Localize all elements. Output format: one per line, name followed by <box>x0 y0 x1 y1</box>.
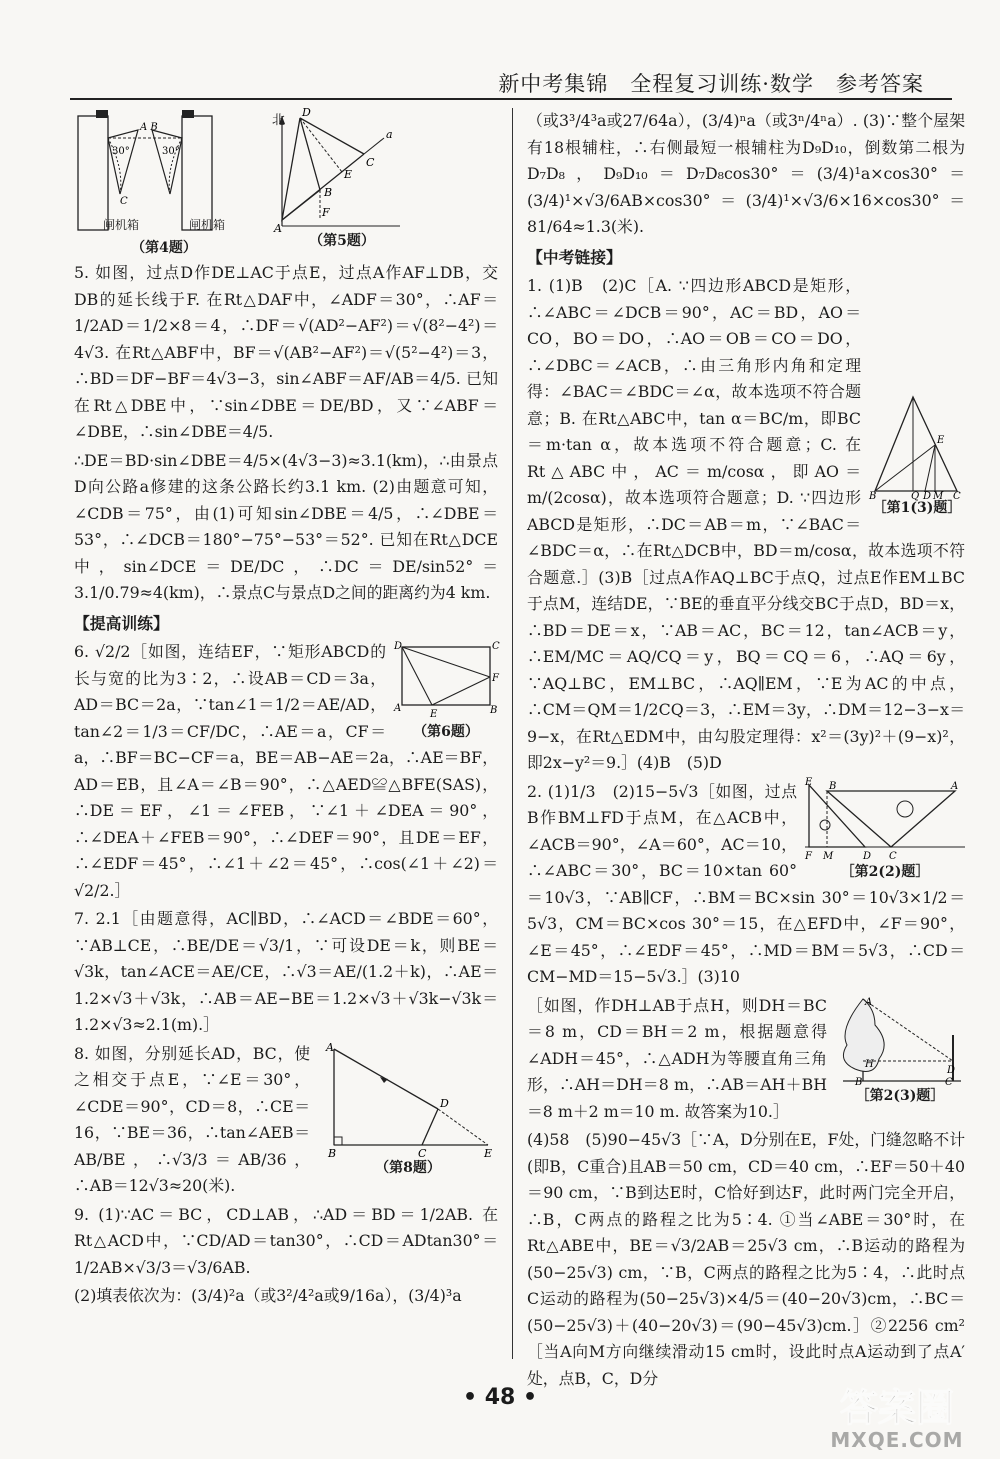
figure-4-caption: （第4题） <box>131 239 197 256</box>
svg-text:B: B <box>869 491 877 502</box>
svg-text:A: A <box>865 996 873 1008</box>
svg-text:C: C <box>366 156 375 169</box>
gate-box-label-right: 闸机箱 <box>189 218 226 232</box>
svg-text:A: A <box>326 1040 334 1054</box>
svg-text:B: B <box>829 780 837 792</box>
figure-2-3 <box>835 995 965 1105</box>
answer-link-2-part3: (4)58 (5)90−45√3［∵A，D分别在E，F处，门缝忽略不计(即B，C重合)且AB＝50 cm，CD＝40 cm，∴EF＝50＋40＝90 cm，∵B到达E时，C恰好到达F，此时两门完全开启，∴B，C两点的路程之比为5∶4. ①当∠ABE＝30°时，在Rt△ABE中，BE＝√3/2AB＝25√3 cm，∴B运动的路程为(50−25√3) cm，∵B，C两点的路程之比为5∶4，∴此时点C运动的路程为(50−25√3)×4/5＝(40−20√3)cm，∴BC＝(50−25√3)＋(40−20√3)＝(90−45√3)cm.］②2256 cm²［当A向M方向继续滑动15 cm时，设此时点A运动到了点A′处，点B，C，D分 <box>527 1130 965 1388</box>
svg-text:F: F <box>492 673 499 684</box>
watermark-url: MXQE.COM <box>830 1428 964 1452</box>
figure-5-route-diagram <box>272 106 412 235</box>
svg-text:C: C <box>120 196 128 207</box>
header-title: 新中考集锦 全程复习训练·数学 参考答案 <box>498 72 924 96</box>
section-heading-exam-link: 【中考链接】 <box>527 247 622 267</box>
gate-box-label-left: 闸机箱 <box>102 218 139 232</box>
right-column <box>527 108 965 1387</box>
answer-5-part1: 5. 如图，过点D作DE⊥AC于点E，过点A作AF⊥DB，交DB的延长线于F. 在Rt△DAF中，∠ADF＝30°，∴AF＝1/2AD＝1/2×8＝4，∴DF＝√(AD²−AF²)＝√(8²−4²)＝4√3. 在Rt△ABF中，BF＝√(AB²−AF²)＝√(5²−4²)＝3，∴BD＝DF−BF＝4√3−3，sin∠ABF＝AF/AB＝4/5. 已知在Rt△DBE中，∵sin∠DBE＝DE/BD，又∵∠ABF＝∠DBE，∴sin∠DBE＝4/5. <box>74 263 498 441</box>
svg-text:A: A <box>394 703 402 714</box>
svg-text:M: M <box>823 850 834 862</box>
figure-2-2-caption: ［第2(2)题］ <box>840 863 930 880</box>
svg-text:D: D <box>394 641 403 652</box>
figure-1-3-triangle-diagram <box>869 393 965 502</box>
svg-text:C: C <box>418 1146 427 1160</box>
answer-8: 8. 如图，分别延长AD，BC，使之相交于点E，∵∠E＝30°，∠CDE＝90°，CD＝8，∴CE＝16，∵BE＝36，∴tan∠AEB＝AB/BE，∴√3/3＝AB/36，∴AB＝12√3≈20(米). <box>74 1043 310 1195</box>
svg-text:A: A <box>274 222 282 235</box>
figure-row-4-5 <box>74 108 498 256</box>
figure-8-caption: （第8题） <box>375 1159 441 1176</box>
svg-text:C: C <box>492 641 500 652</box>
figure-1-3 <box>869 393 965 517</box>
svg-text:D: D <box>440 1096 449 1110</box>
svg-text:M: M <box>933 491 944 502</box>
answer-7: 7. 2.1［由题意得，AC∥BD，∴∠ACD＝∠BDE＝60°，∵AB⊥CE，∴BE/DE＝√3/1，∵可设DE＝k，则BE＝√3k，tan∠ACE＝AE/CE，∴√3＝AE/(1.2＋k)，∴AE＝1.2×√3＋√3k，∴AB＝AE−BE＝1.2×√3＋√3k−√3k＝1.2×√3≈2.1(m).］ <box>74 909 498 1034</box>
column-divider <box>512 108 513 1359</box>
figure-8-triangle-diagram <box>318 1040 498 1160</box>
svg-text:D: D <box>302 106 311 119</box>
svg-text:Q: Q <box>911 491 920 502</box>
svg-text:B: B <box>855 1076 863 1088</box>
page-header <box>70 68 952 100</box>
figure-5-caption: （第5题） <box>309 233 375 249</box>
figure-2-2 <box>805 776 965 881</box>
figure-6-caption: （第6题） <box>413 724 479 740</box>
figure-8 <box>318 1040 498 1177</box>
svg-text:B: B <box>328 1146 337 1160</box>
answer-link-1: 1. (1)B (2)C［A. ∵四边形ABCD是矩形，∴∠ABC＝∠DCB＝90°，AC＝BD，AO＝CO，BO＝DO，∴AO＝OB＝CO＝DO，∴∠DBC＝∠ACB，∴由三角形内角和定理得：∠BAC＝∠BDC＝∠α，故本选项不符合题意；B. 在Rt△ABC中，tan α＝BC/m，即BC＝m·tan α，故本选项不符合题意；C. 在Rt△ABC中，AC＝m/cosα，即AO＝m/(2cosα)，故本选项符合题意；D. ∵四边形ABCD是矩形，∴DC＝AB＝m，∵∠BAC＝∠BDC＝α，∴在Rt△DCB中，BD＝m/cosα，故本选项不符合题意.］(3)B［过点A作AQ⊥BC于点Q，过点E作EM⊥BC于点M，连结DE，∵BE的垂直平分线交BC于点D，BD＝x，∴BD＝DE＝x，∵AB＝AC，BC＝12，tan∠ACB＝y，∴EM/MC＝AQ/CQ＝y，BQ＝CQ＝6，∴AQ＝6y，∵AQ⊥BC，EM⊥BC，∴AQ∥EM，∵E为AC的中点，∴CM＝QM＝1/2CQ＝3，∴EM＝3y，∴DM＝12−3−x＝9−x，在Rt△EDM中，由勾股定理得：x²＝(3y)²＋(9−x)²，即2x−y²＝9.］(4)B (5)D <box>527 276 965 772</box>
answer-6: 6. √2/2［如图，连结EF，∵矩形ABCD的长与宽的比为3∶2，∴设AB＝CD＝3a，AD＝BC＝2a，∵tan∠1＝1/2＝AE/AD，tan∠2＝1/3＝CF/DC，∴AE＝a，CF＝a，∴BF＝BC−CF＝a，BE＝AB−AE＝2a，∴AE＝BF，AD＝EB，且∠A＝∠B＝90°，∴△AED≌△BFE(SAS)，∴DE＝EF，∠1＝∠FEB，∵∠1＋∠DEA＝90°，∴∠DEA＋∠FEB＝90°，∴∠DEF＝90°，且DE＝EF，∴∠EDF＝45°，∴∠1＋∠2＝45°，∴cos(∠1＋∠2)＝√2/2.］ <box>74 642 498 900</box>
section-heading-improve: 【提高训练】 <box>74 613 169 633</box>
svg-text:C: C <box>945 1076 953 1088</box>
svg-text:F: F <box>322 206 330 219</box>
svg-text:D: D <box>923 491 932 502</box>
svg-text:H: H <box>865 1058 874 1070</box>
figure-4 <box>74 108 254 256</box>
svg-text:30°: 30° <box>112 146 130 157</box>
svg-text:F: F <box>805 850 812 862</box>
svg-text:30°: 30° <box>162 146 180 157</box>
figure-2-3-tree-diagram <box>835 995 965 1087</box>
north-label: 北 <box>272 113 286 128</box>
svg-text:D: D <box>947 1064 956 1076</box>
left-column <box>74 108 498 1387</box>
svg-text:a: a <box>386 128 393 141</box>
svg-text:C: C <box>953 491 961 502</box>
figure-1-3-caption: ［第1(3)题］ <box>872 500 962 516</box>
figure-5 <box>272 108 412 256</box>
site-watermark <box>812 1384 982 1456</box>
svg-text:B: B <box>324 186 333 199</box>
answer-link-2-part2: ［如图，作DH⊥AB于点H，则DH＝BC＝8 m，CD＝BH＝2 m，根据题意得∠ADH＝45°，∴△ADH为等腰直角三角形，∴AH＝DH＝8 m，∴AB＝AH＋BH＝8 m＋2 m＝10 m. 故答案为10.］ <box>527 995 827 1121</box>
svg-text:C: C <box>889 850 897 862</box>
figure-6-rectangle-diagram <box>394 641 498 723</box>
svg-text:E: E <box>430 709 438 720</box>
watermark-logo-text: 答案圈 <box>839 1385 954 1430</box>
svg-text:D: D <box>863 850 872 862</box>
figure-2-3-caption: ［第2(3)题］ <box>855 1087 945 1104</box>
svg-text:E: E <box>937 435 945 446</box>
answer-9-part3: （或3³/4³a或27/64a），(3/4)ⁿa（或3ⁿ/4ⁿa）. (3)∵整个屋架有18根辅柱，∴右侧最短一根辅柱为D₉D₁₀，倒数第二根为D₇D₈，D₉D₁₀＝D₇D₈cos30°＝(3/4)¹a×cos30°＝(3/4)¹×√3/6AB×cos30°＝(3/4)¹×√3/6×16×cos30°＝81/64≈1.3(米). <box>527 111 965 236</box>
svg-text:E: E <box>484 1146 493 1160</box>
svg-text:E: E <box>805 776 813 788</box>
figure-6 <box>394 641 498 741</box>
svg-text:A B: A B <box>140 122 158 133</box>
answer-9-part1: 9. (1)∵AC＝BC，CD⊥AB，∴AD＝BD＝1/2AB. 在Rt△ACD中，∵CD/AD＝tan30°，∴CD＝ADtan30°＝1/2AB×√3/3＝√3/6AB. <box>74 1204 498 1277</box>
svg-text:A: A <box>951 780 959 792</box>
figure-2-2-set-square-diagram <box>805 776 965 863</box>
answer-5-part2: ∴DE＝BD·sin∠DBE＝4/5×(4√3−3)≈3.1(km)，∴由景点D向公路a修建的这条公路长约3.1 km. (2)由题意可知，∠CDB＝75°，由(1)可知sin∠DBE＝4/5，∴∠DBE＝53°，∴∠DCB＝180°−75°−53°＝52°. 已知在Rt△DCE中，sin∠DCE＝DE/DC，∴DC＝DE/sin52°＝3.1/0.79≈4(km)，∴景点C与景点D之间的距离约为4 km. <box>74 450 498 602</box>
page-number: • 48 • <box>462 1385 538 1410</box>
answer-9-part2: (2)填表依次为：(3/4)²a（或3²/4²a或9/16a），(3/4)³a <box>74 1286 462 1305</box>
svg-text:B: B <box>490 705 498 716</box>
svg-text:E: E <box>344 168 353 181</box>
answer-link-2-part1: 2. (1)1/3 (2)15−5√3［如图，过点B作BM⊥FD于点M，在△ACB中，∠ACB＝90°，∠A＝60°，AC＝10，∴∠ABC＝30°，BC＝10×tan 60°＝10√3，∵AB∥CF，∴BM＝BC×sin 30°＝10√3×1/2＝5√3，CM＝BC×cos 30°＝15，在△EFD中，∠F＝90°，∠E＝45°，∴∠EDF＝45°，∴MD＝BM＝5√3，∴CD＝CM−MD＝15−5√3.］(3)10 <box>527 781 965 986</box>
